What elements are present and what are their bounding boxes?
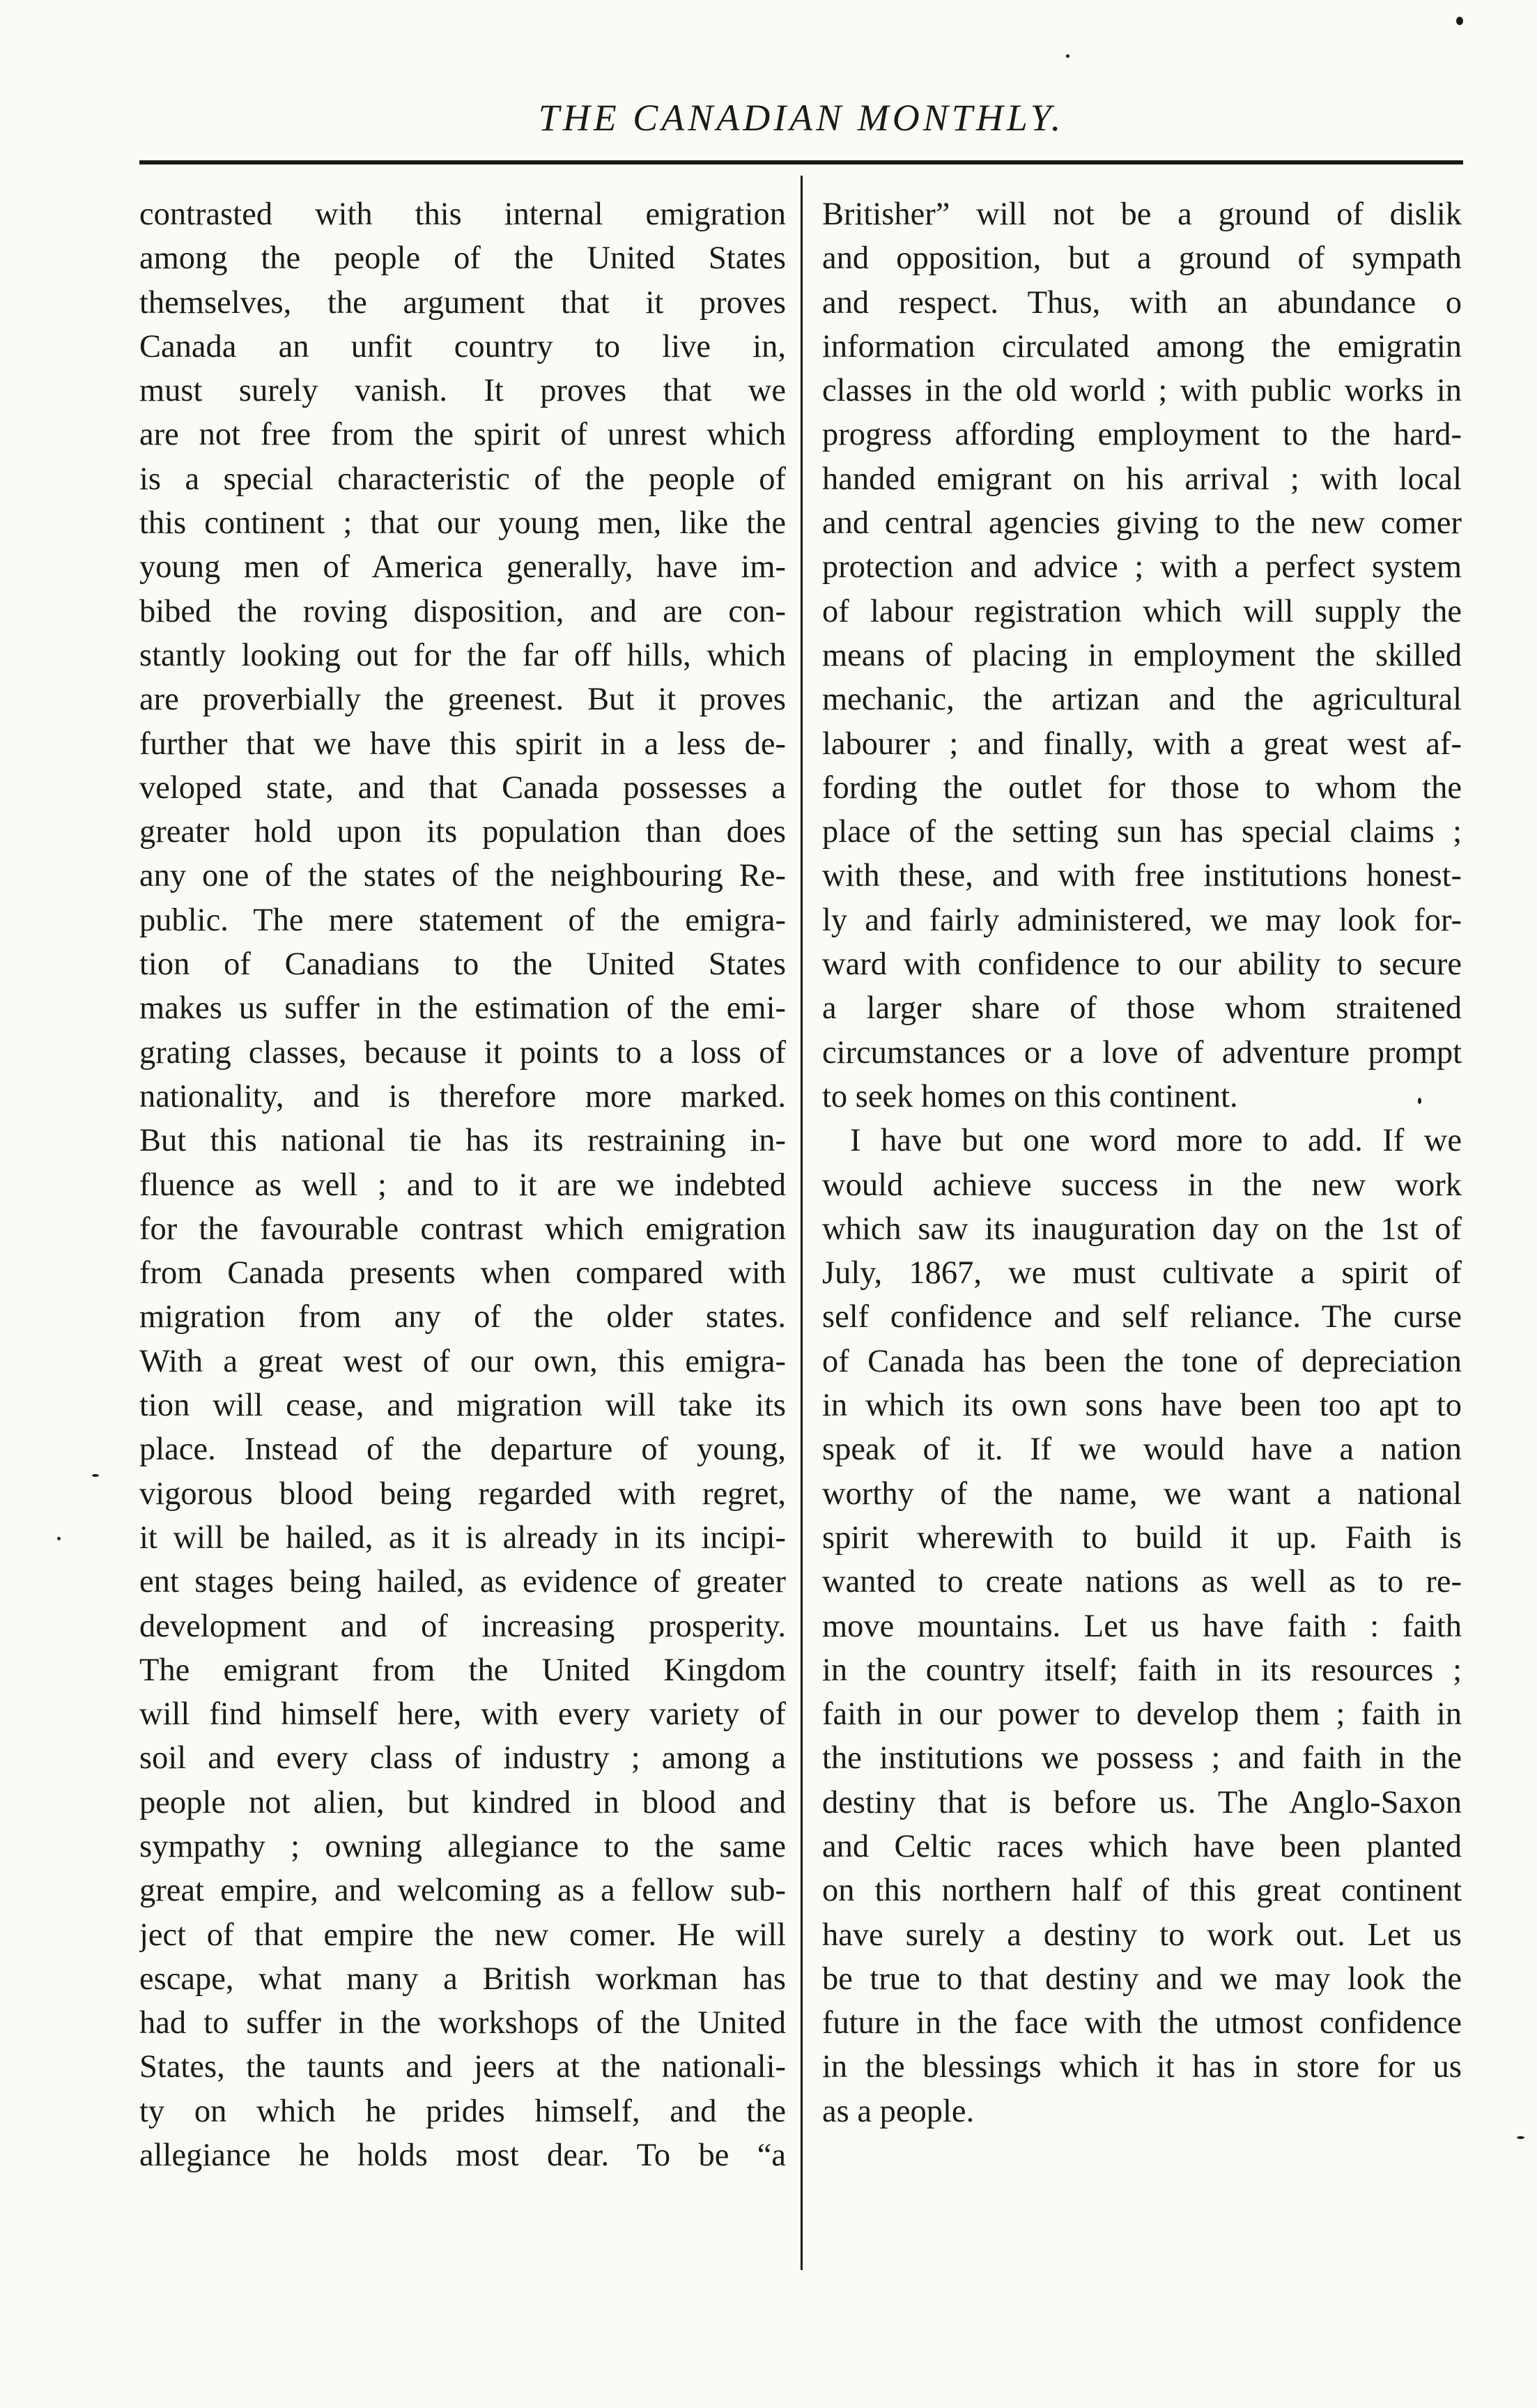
text-line: are proverbially the greenest. But it proves <box>139 682 786 718</box>
text-line: among the people of the United States <box>139 240 786 277</box>
text-line: greater hold upon its population than does <box>139 814 786 850</box>
text-line: soil and every class of industry ; among a <box>139 1740 786 1777</box>
text-line: further that we have this spirit in a less de- <box>139 726 786 762</box>
text-line: must surely vanish. It proves that we <box>139 373 786 409</box>
text-line: and central agencies giving to the new comer <box>822 505 1462 542</box>
text-line: themselves, the argument that it proves <box>139 284 786 321</box>
text-line: great empire, and welcoming as a fellow sub- <box>139 1873 786 1909</box>
text-line: it will be hailed, as it is already in its incipi- <box>139 1519 786 1556</box>
text-line: a larger share of those whom straitened <box>822 990 1462 1027</box>
text-line: people not alien, but kindred in blood and <box>139 1784 786 1820</box>
text-line: progress affording employment to the hard- <box>822 417 1462 453</box>
print-speck <box>1456 17 1463 25</box>
text-line: ent stages being hailed, as evidence of greater <box>139 1564 786 1600</box>
text-line: place. Instead of the departure of young, <box>139 1432 786 1468</box>
text-line: stantly looking out for the far off hills, which <box>139 637 786 673</box>
text-line: are not free from the spirit of unrest which <box>139 417 786 453</box>
text-line: The emigrant from the United Kingdom <box>139 1652 786 1688</box>
column-divider <box>801 176 803 2270</box>
text-line: is a special characteristic of the people of <box>139 461 786 497</box>
text-line: With a great west of our own, this emigra- <box>139 1343 786 1379</box>
text-line: move mountains. Let us have faith : faith <box>822 1608 1462 1644</box>
text-line: I have but one word more to add. If we <box>850 1123 1462 1159</box>
text-line: spirit wherewith to build it up. Faith is <box>822 1519 1462 1556</box>
text-line: development and of increasing prosperity. <box>139 1608 786 1644</box>
text-line: had to suffer in the workshops of the United <box>139 2005 786 2041</box>
text-line: any one of the states of the neighbouring Re- <box>139 858 786 894</box>
text-line: place of the setting sun has special claims ; <box>822 814 1462 850</box>
text-line: young men of America generally, have im- <box>139 549 786 585</box>
text-line: nationality, and is therefore more marked. <box>139 1078 786 1114</box>
text-line: be true to that destiny and we may look the <box>822 1961 1462 1997</box>
text-line: ward with confidence to our ability to secure <box>822 946 1462 983</box>
text-line: But this national tie has its restraining in- <box>139 1123 786 1159</box>
text-line: tion of Canadians to the United States <box>139 946 786 983</box>
text-line: in the blessings which it has in store for us <box>822 2049 1462 2085</box>
text-line: from Canada presents when compared with <box>139 1255 786 1291</box>
text-line: Canada an unfit country to live in, <box>139 328 786 365</box>
text-line: information circulated among the emigratin <box>822 328 1462 365</box>
text-line: as a people. <box>822 2093 975 2129</box>
text-line: allegiance he holds most dear. To be “a <box>139 2138 786 2174</box>
text-line: worthy of the name, we want a national <box>822 1475 1462 1512</box>
text-line: of labour registration which will supply the <box>822 593 1462 629</box>
text-line: States, the taunts and jeers at the nationali- <box>139 2049 786 2085</box>
text-line: Britisher” will not be a ground of dislik <box>822 197 1462 232</box>
text-line: makes us suffer in the estimation of the emi- <box>139 990 786 1027</box>
text-line: tion will cease, and migration will take its <box>139 1388 786 1424</box>
text-line: would achieve success in the new work <box>822 1167 1462 1203</box>
text-line: ly and fairly administered, we may look for- <box>822 902 1462 938</box>
text-line: grating classes, because it points to a loss of <box>139 1034 786 1071</box>
text-line: on this northern half of this great continent <box>822 1873 1462 1909</box>
text-line: labourer ; and finally, with a great west af- <box>822 726 1462 762</box>
print-speck <box>57 1537 61 1540</box>
text-line: ty on which he prides himself, and the <box>139 2093 786 2129</box>
text-line: July, 1867, we must cultivate a spirit of <box>822 1255 1462 1291</box>
text-line: in the country itself; faith in its resources ; <box>822 1652 1462 1688</box>
text-line: ject of that empire the new comer. He will <box>139 1917 786 1953</box>
text-line: the institutions we possess ; and faith in the <box>822 1740 1462 1777</box>
right-column <box>822 192 1462 2133</box>
text-line: and opposition, but a ground of sympath <box>822 240 1462 277</box>
text-line: protection and advice ; with a perfect system <box>822 549 1462 585</box>
print-speck <box>1517 2136 1524 2139</box>
print-speck <box>92 1474 99 1477</box>
text-line: migration from any of the older states. <box>139 1299 786 1335</box>
text-line: future in the face with the utmost confidence <box>822 2005 1462 2041</box>
running-header: THE CANADIAN MONTHLY. <box>538 97 1065 139</box>
text-line: vigorous blood being regarded with regret, <box>139 1475 786 1512</box>
text-line: sympathy ; owning allegiance to the same <box>139 1828 786 1864</box>
text-line: and Celtic races which have been planted <box>822 1828 1462 1864</box>
text-line: circumstances or a love of adventure prompt <box>822 1034 1462 1071</box>
text-line: public. The mere statement of the emigra- <box>139 902 786 938</box>
text-line: handed emigrant on his arrival ; with local <box>822 461 1462 497</box>
text-line: fluence as well ; and to it are we indebted <box>139 1167 786 1203</box>
text-line: faith in our power to develop them ; faith in <box>822 1696 1462 1733</box>
text-line: classes in the old world ; with public works in <box>822 373 1462 409</box>
text-line: means of placing in employment the skilled <box>822 637 1462 673</box>
left-column <box>139 192 786 2177</box>
text-line: fording the outlet for those to whom the <box>822 769 1462 806</box>
text-line: with these, and with free institutions honest- <box>822 858 1462 894</box>
text-line: and respect. Thus, with an abundance o <box>822 284 1462 321</box>
text-line: for the favourable contrast which emigration <box>139 1211 786 1247</box>
text-line: escape, what many a British workman has <box>139 1961 786 1997</box>
text-line: which saw its inauguration day on the 1st of <box>822 1211 1462 1247</box>
text-line: speak of it. If we would have a nation <box>822 1432 1462 1468</box>
text-line: bibed the roving disposition, and are con- <box>139 593 786 629</box>
text-line: in which its own sons have been too apt to <box>822 1388 1462 1424</box>
print-speck <box>1066 54 1069 58</box>
text-line: of Canada has been the tone of depreciation <box>822 1343 1462 1379</box>
text-line: this continent ; that our young men, like the <box>139 505 786 542</box>
text-line: to seek homes on this continent. <box>822 1078 1238 1114</box>
text-line: self confidence and self reliance. The curse <box>822 1299 1462 1335</box>
text-line: will find himself here, with every variety of <box>139 1696 786 1733</box>
text-line: wanted to create nations as well as to re- <box>822 1564 1462 1600</box>
text-line: have surely a destiny to work out. Let us <box>822 1917 1462 1953</box>
text-line: contrasted with this internal emigration <box>139 197 786 232</box>
text-line: destiny that is before us. The Anglo-Saxon <box>822 1784 1462 1820</box>
text-line: mechanic, the artizan and the agricultural <box>822 682 1462 718</box>
text-line: veloped state, and that Canada possesses a <box>139 769 786 806</box>
header-rule <box>139 160 1463 164</box>
